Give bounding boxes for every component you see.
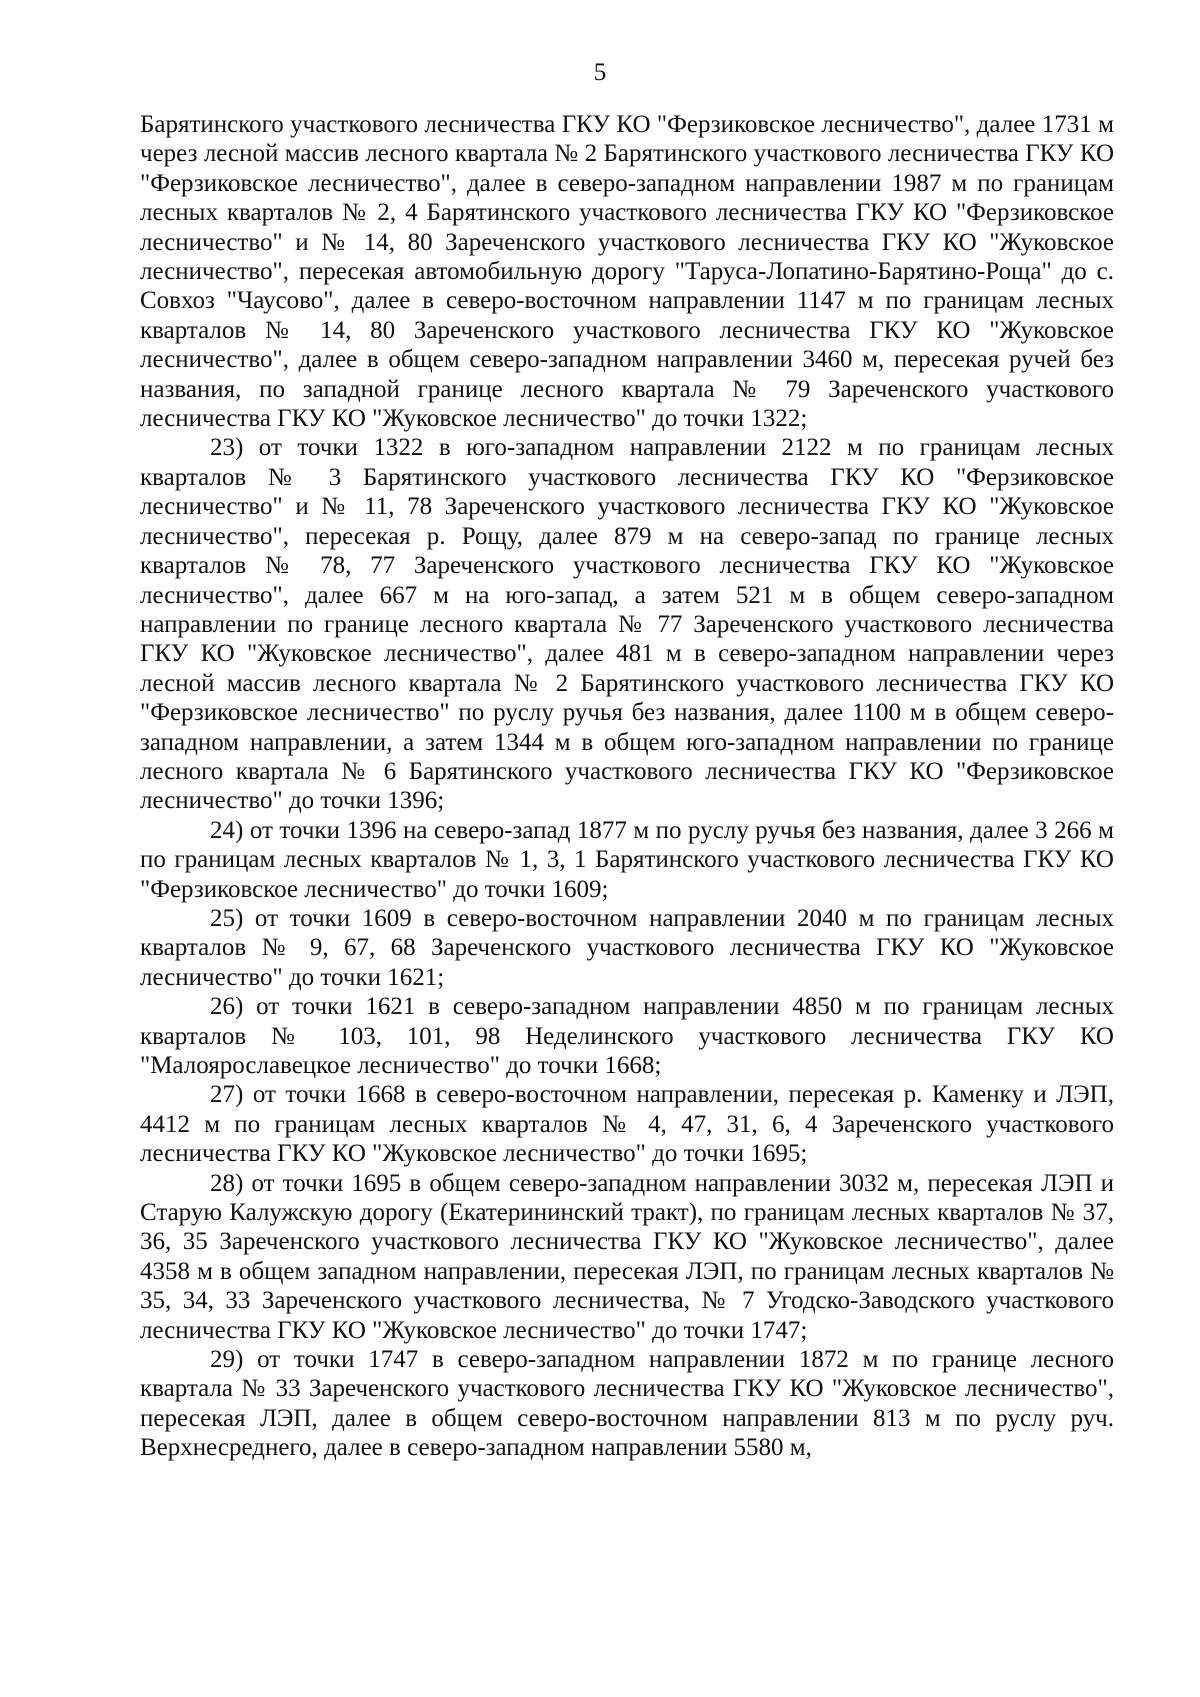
paragraph-item-28: 28) от точки 1695 в общем северо-западном направлении 3032 м, пересекая ЛЭП и Старую Калужскую дорогу (Екатерининский тракт), по границам лесных кварталов № 37, 36, 35 Зареченского участкового лесничества ГКУ КО "Жуковское лесничество", далее 4358 м в общем западном направлении, пересекая ЛЭП, по границам лесных кварталов № 35, 34, 33 Зареченского участкового лесничества, № 7 Угодско-Заводского участкового лесничества ГКУ КО "Жуковское лесничество" до точки 1747; — [140, 1169, 1114, 1344]
document-body — [140, 110, 1114, 1463]
paragraph-item-29: 29) от точки 1747 в северо-западном направлении 1872 м по границе лесного квартала № 33 Зареченского участкового лесничества ГКУ КО "Жуковское лесничество", пересекая ЛЭП, далее в общем северо-восточном направлении 813 м по руслу руч. Верхнесреднего, далее в северо-западном направлении 5580 м, — [140, 1346, 1114, 1462]
paragraph-item-25: 25) от точки 1609 в северо-восточном направлении 2040 м по границам лесных кварталов № 9, 67, 68 Зареченского участкового лесничества ГКУ КО "Жуковское лесничество" до точки 1621; — [140, 904, 1114, 991]
paragraph-item-24: 24) от точки 1396 на северо-запад 1877 м по руслу ручья без названия, далее 3 266 м по границам лесных кварталов № 1, 3, 1 Барятинского участкового лесничества ГКУ КО "Ферзиковское лесничество" до точки 1609; — [140, 816, 1114, 903]
paragraph-continuation: Барятинского участкового лесничества ГКУ КО "Ферзиковское лесничество", далее 1731 м через лесной массив лесного квартала № 2 Барятинского участкового лесничества ГКУ КО "Ферзиковское лесничество", далее в северо-западном направлении 1987 м по границам лесных кварталов № 2, 4 Барятинского участкового лесничества ГКУ КО "Ферзиковское лесничество" и № 14, 80 Зареченского участкового лесничества ГКУ КО "Жуковское лесничество", пересекая автомобильную дорогу "Таруса-Лопатино-Барятино-Роща" до с. Совхоз "Чаусово", далее в северо-восточном направлении 1147 м по границам лесных кварталов № 14, 80 Зареченского участкового лесничества ГКУ КО "Жуковское лесничество", далее в общем северо-западном направлении 3460 м, пересекая ручей без названия, по западной границе лесного квартала № 79 Зареченского участкового лесничества ГКУ КО "Жуковское лесничество" до точки 1322; — [140, 111, 1114, 433]
paragraph-item-23: 23) от точки 1322 в юго-западном направлении 2122 м по границам лесных кварталов № 3 Барятинского участкового лесничества ГКУ КО "Ферзиковское лесничество" и № 11, 78 Зареченского участкового лесничества ГКУ КО "Жуковское лесничество", пересекая р. Рощу, далее 879 м на северо-запад по границе лесных кварталов № 78, 77 Зареченского участкового лесничества ГКУ КО "Жуковское лесничество", далее 667 м на юго-запад, а затем 521 м в общем северо-западном направлении по границе лесного квартала № 77 Зареченского участкового лесничества ГКУ КО "Жуковское лесничество", далее 481 м в северо-западном направлении через лесной массив лесного квартала № 2 Барятинского участкового лесничества ГКУ КО "Ферзиковское лесничество" по руслу ручья без названия, далее 1100 м в общем северо-западном направлении, а затем 1344 м в общем юго-западном направлении по границе лесного квартала № 6 Барятинского участкового лесничества ГКУ КО "Ферзиковское лесничество" до точки 1396; — [140, 434, 1114, 815]
page-number: 5 — [593, 59, 607, 86]
paragraph-item-27: 27) от точки 1668 в северо-восточном направлении, пересекая р. Каменку и ЛЭП, 4412 м по границам лесных кварталов № 4, 47, 31, 6, 4 Зареченского участкового лесничества ГКУ КО "Жуковское лесничество" до точки 1695; — [140, 1081, 1114, 1168]
paragraph-item-26: 26) от точки 1621 в северо-западном направлении 4850 м по границам лесных кварталов № 103, 101, 98 Неделинского участкового лесничества ГКУ КО "Малоярославецкое лесничество" до точки 1668; — [140, 993, 1114, 1079]
